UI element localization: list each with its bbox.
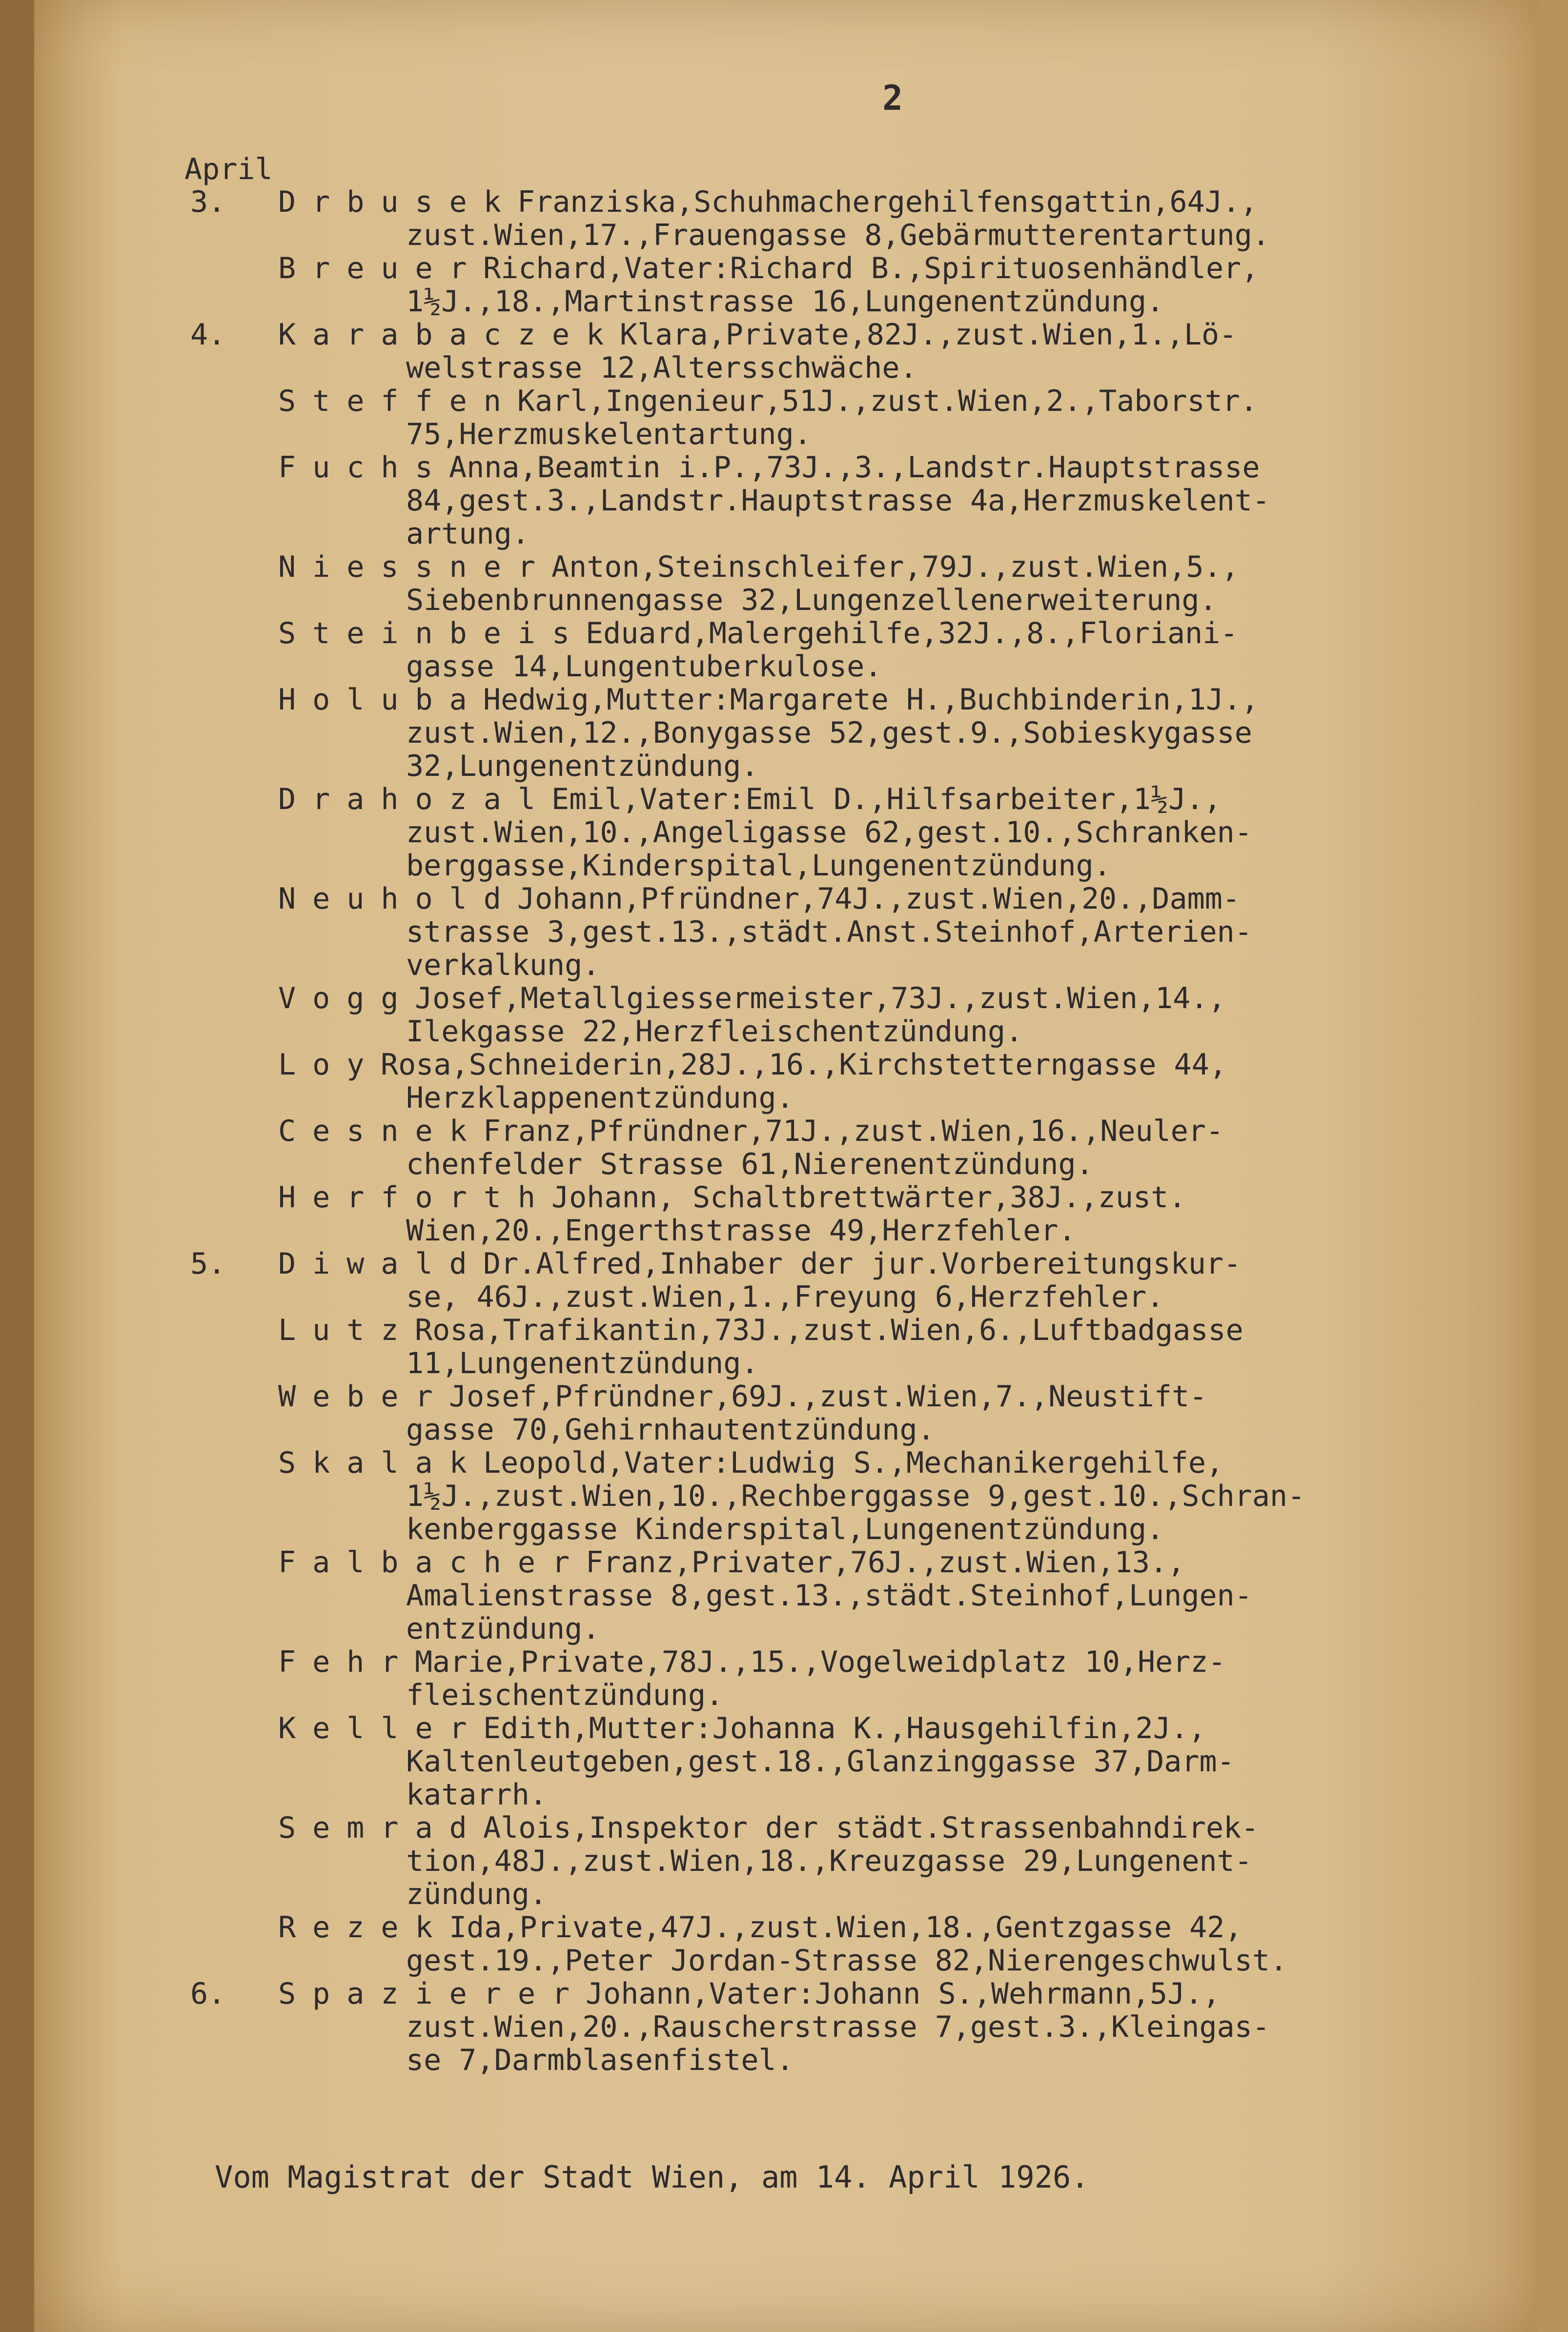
register-entry	[0, 1048, 1568, 1115]
entry-continuation-line: 84,gest.3.,Landstr.Hauptstrasse 4a,Herzmuskelent-	[406, 484, 1270, 518]
entry-first-line: Franz,Pfründner,71J.,zust.Wien,16.,Neuler-	[483, 1114, 1224, 1148]
entry-first-line: Anton,Steinschleifer,79J.,zust.Wien,5.,	[551, 550, 1239, 584]
page-number: 2	[882, 78, 903, 118]
entry-continuation-line: Amalienstrasse 8,gest.13.,städt.Steinhof,Lungen-	[406, 1579, 1252, 1613]
entry-continuation-line: Herzklappenentzündung.	[406, 1081, 794, 1115]
register-entry	[0, 385, 1568, 451]
entry-first-line: Johann,Pfründner,74J.,zust.Wien,20.,Damm-	[517, 882, 1241, 916]
entry-first-line: Emil,Vater:Emil D.,Hilfsarbeiter,1½J.,	[551, 782, 1222, 816]
entry-first-line: Hedwig,Mutter:Margarete H.,Buchbinderin,1J.,	[483, 683, 1259, 717]
entry-first-line: Rosa,Schneiderin,28J.,16.,Kirchstetterngasse 44,	[381, 1048, 1227, 1082]
register-entry	[0, 1712, 1568, 1811]
register-entry	[0, 683, 1568, 783]
register-entry	[0, 982, 1568, 1048]
entry-continuation-line: Kaltenleutgeben,gest.18.,Glanzinggasse 37,Darm-	[406, 1744, 1235, 1779]
death-register-list	[0, 185, 1568, 2077]
register-entry	[0, 1446, 1568, 1546]
entry-surname: Falbacher	[278, 1545, 587, 1580]
entry-continuation-line: gasse 70,Gehirnhautentzündung.	[406, 1413, 935, 1447]
register-entry	[0, 185, 1568, 252]
entry-surname: Loy	[278, 1048, 381, 1082]
entry-continuation-line: entzündung.	[406, 1612, 600, 1646]
entry-continuation-line: Siebenbrunnengasse 32,Lungenzellenerweiterung.	[406, 583, 1217, 617]
entry-continuation-line: zust.Wien,12.,Bonygasse 52,gest.9.,Sobieskygasse	[406, 716, 1252, 750]
entry-first-line: Marie,Private,78J.,15.,Vogelweidplatz 10,Herz-	[415, 1645, 1226, 1679]
entry-surname: Vogg	[278, 981, 415, 1015]
entry-first-line: Johann, Schaltbrettwärter,38J.,zust.	[551, 1180, 1186, 1215]
entry-surname: Semrad	[278, 1811, 484, 1845]
register-entry	[0, 1645, 1568, 1712]
entry-continuation-line: 1½J.,18.,Martinstrasse 16,Lungenentzündung.	[406, 284, 1164, 319]
entry-first-line: Richard,Vater:Richard B.,Spirituosenhändler,	[483, 251, 1259, 285]
entry-continuation-line: zust.Wien,17.,Frauengasse 8,Gebärmutterentartung.	[406, 218, 1270, 252]
document-footer: Vom Magistrat der Stadt Wien, am 14. April 1926.	[215, 2159, 1089, 2195]
entry-continuation-line: se 7,Darmblasenfistel.	[406, 2043, 794, 2077]
register-entry	[0, 1380, 1568, 1446]
entry-continuation-line: welstrasse 12,Altersschwäche.	[406, 351, 917, 385]
entry-surname: Lutz	[278, 1313, 415, 1347]
entry-surname: Skalak	[278, 1446, 484, 1480]
entry-continuation-line: 11,Lungenentzündung.	[406, 1346, 759, 1380]
entry-day: 5.	[190, 1247, 226, 1281]
entry-continuation-line: 75,Herzmuskelentartung.	[406, 417, 812, 451]
entry-surname: Steinbeis	[278, 616, 587, 650]
register-entry	[0, 451, 1568, 550]
entry-surname: Niessner	[278, 550, 552, 584]
entry-continuation-line: Wien,20.,Engerthstrasse 49,Herzfehler.	[406, 1214, 1076, 1248]
entry-first-line: Eduard,Malergehilfe,32J.,8.,Floriani-	[586, 616, 1238, 650]
entry-continuation-line: katarrh.	[406, 1778, 547, 1812]
register-entry	[0, 1911, 1568, 1977]
entry-first-line: Dr.Alfred,Inhaber der jur.Vorbereitungskur-	[483, 1247, 1242, 1281]
entry-first-line: Ida,Private,47J.,zust.Wien,18.,Gentzgasse 42,	[449, 1910, 1242, 1945]
register-entry	[0, 617, 1568, 683]
entry-surname: Diwald	[278, 1247, 484, 1281]
register-entry	[0, 1811, 1568, 1911]
entry-continuation-line: zust.Wien,20.,Rauscherstrasse 7,gest.3.,Kleingas-	[406, 2010, 1270, 2044]
register-entry	[0, 1314, 1568, 1380]
entry-first-line: Klara,Private,82J.,zust.Wien,1.,Lö-	[620, 318, 1237, 352]
entry-surname: Rezek	[278, 1910, 449, 1945]
entry-surname: Breuer	[278, 251, 484, 285]
entry-first-line: Josef,Pfründner,69J.,zust.Wien,7.,Neustift-	[449, 1379, 1207, 1414]
entry-first-line: Alois,Inspektor der städt.Strassenbahndirek-	[483, 1811, 1259, 1845]
entry-continuation-line: gasse 14,Lungentuberkulose.	[406, 649, 882, 684]
entry-continuation-line: tion,48J.,zust.Wien,18.,Kreuzgasse 29,Lungenent-	[406, 1844, 1252, 1878]
register-entry	[0, 550, 1568, 617]
register-entry	[0, 1115, 1568, 1181]
entry-surname: Fuchs	[278, 450, 449, 485]
entry-continuation-line: 32,Lungenentzündung.	[406, 749, 759, 783]
month-heading: April	[184, 152, 273, 186]
entry-surname: Spazierer	[278, 1977, 587, 2011]
register-entry	[0, 882, 1568, 982]
register-entry	[0, 1181, 1568, 1247]
entry-surname: Drbusek	[278, 185, 518, 219]
entry-first-line: Edith,Mutter:Johanna K.,Hausgehilfin,2J.,	[483, 1711, 1206, 1745]
register-entry	[0, 252, 1568, 318]
entry-surname: Cesnek	[278, 1114, 484, 1148]
entry-continuation-line: se, 46J.,zust.Wien,1.,Freyung 6,Herzfehler.	[406, 1280, 1164, 1314]
entry-first-line: Karl,Ingenieur,51J.,zust.Wien,2.,Taborstr.	[517, 384, 1258, 418]
entry-first-line: Franziska,Schuhmachergehilfensgattin,64J.,	[517, 185, 1258, 219]
entry-first-line: Leopold,Vater:Ludwig S.,Mechanikergehilfe,	[483, 1446, 1224, 1480]
entry-first-line: Rosa,Trafikantin,73J.,zust.Wien,6.,Luftbadgasse	[415, 1313, 1243, 1347]
entry-continuation-line: kenberggasse Kinderspital,Lungenentzündung.	[406, 1512, 1164, 1546]
entry-surname: Keller	[278, 1711, 484, 1745]
entry-continuation-line: berggasse,Kinderspital,Lungenentzündung.	[406, 849, 1111, 883]
entry-continuation-line: 1½J.,zust.Wien,10.,Rechberggasse 9,gest.10.,Schran-	[406, 1479, 1305, 1513]
entry-continuation-line: fleischentzündung.	[406, 1678, 724, 1712]
register-entry	[0, 783, 1568, 882]
entry-surname: Fehr	[278, 1645, 415, 1679]
entry-surname: Herforth	[278, 1180, 552, 1215]
entry-surname: Karabaczek	[278, 318, 621, 352]
entry-continuation-line: artung.	[406, 517, 529, 551]
register-entry	[0, 1546, 1568, 1645]
entry-continuation-line: zust.Wien,10.,Angeligasse 62,gest.10.,Schranken-	[406, 815, 1252, 850]
entry-surname: Steffen	[278, 384, 518, 418]
register-entry	[0, 1247, 1568, 1314]
entry-first-line: Anna,Beamtin i.P.,73J.,3.,Landstr.Hauptstrasse	[449, 450, 1260, 485]
entry-surname: Drahozal	[278, 782, 552, 816]
entry-day: 4.	[190, 318, 226, 352]
register-entry	[0, 318, 1568, 385]
entry-continuation-line: Ilekgasse 22,Herzfleischentzündung.	[406, 1014, 1023, 1049]
entry-continuation-line: strasse 3,gest.13.,städt.Anst.Steinhof,Arterien-	[406, 915, 1252, 949]
entry-day: 6.	[190, 1977, 226, 2011]
register-entry	[0, 1977, 1568, 2077]
entry-first-line: Franz,Privater,76J.,zust.Wien,13.,	[586, 1545, 1185, 1580]
entry-surname: Neuhold	[278, 882, 518, 916]
entry-day: 3.	[190, 185, 226, 219]
entry-surname: Holuba	[278, 683, 484, 717]
entry-surname: Weber	[278, 1379, 449, 1414]
entry-continuation-line: gest.19.,Peter Jordan-Strasse 82,Nierengeschwulst.	[406, 1944, 1288, 1978]
entry-first-line: Josef,Metallgiessermeister,73J.,zust.Wien,14.,	[415, 981, 1226, 1015]
entry-continuation-line: verkalkung.	[406, 948, 600, 982]
entry-first-line: Johann,Vater:Johann S.,Wehrmann,5J.,	[586, 1977, 1221, 2011]
entry-continuation-line: zündung.	[406, 1877, 547, 1911]
entry-continuation-line: chenfelder Strasse 61,Nierenentzündung.	[406, 1147, 1094, 1181]
